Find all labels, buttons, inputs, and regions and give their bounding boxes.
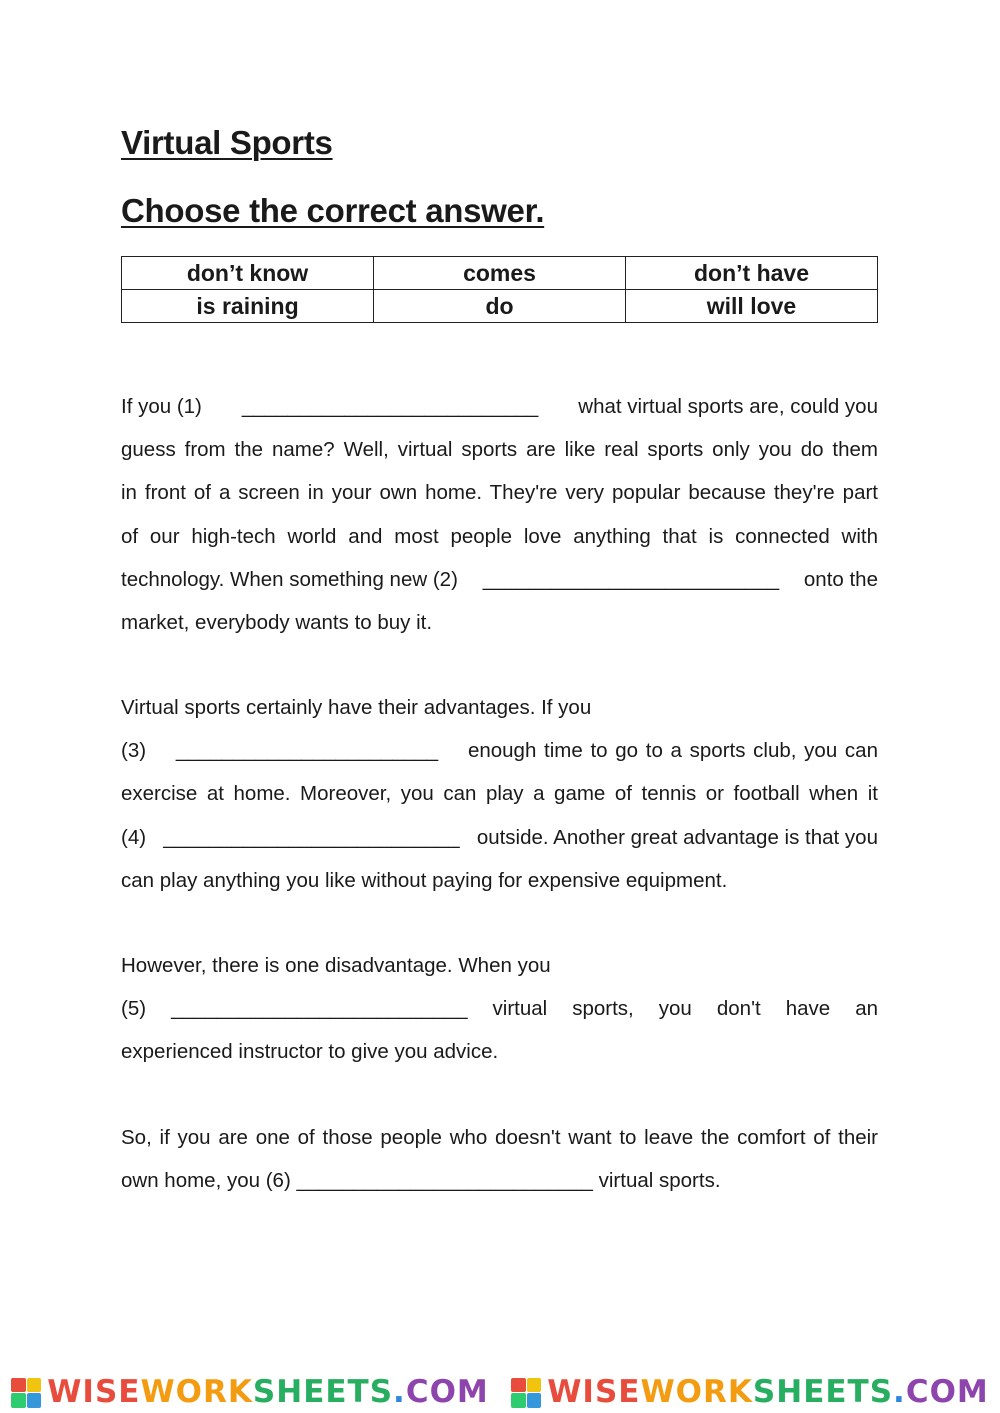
paragraph-line	[121, 816, 878, 859]
word-bank-row	[122, 290, 878, 323]
site-logo	[11, 1374, 489, 1410]
paragraph-line: of our high-tech world and most people love anything that is connected with	[121, 524, 878, 548]
answer-blank-1[interactable]: __________________________	[241, 395, 539, 418]
word-bank-option: will love	[626, 290, 878, 323]
worksheet-title: Virtual Sports	[121, 124, 333, 161]
paragraph-line: Virtual sports certainly have their advantages. If you	[121, 696, 592, 719]
logo-badge-icon	[11, 1378, 41, 1408]
paragraph-text: If you (1)	[121, 395, 202, 418]
paragraph-word: an	[855, 997, 878, 1021]
paragraph-line: exercise at home. Moreover, you can play a game of tennis or football when it	[121, 782, 878, 806]
paragraph-text: technology. When something new (2)	[121, 567, 458, 591]
paragraph-line	[121, 1159, 878, 1202]
paragraph-line	[121, 987, 878, 1030]
answer-blank-5[interactable]: __________________________	[171, 997, 468, 1021]
paragraph-line: However, there is one disadvantage. When you	[121, 954, 551, 977]
paragraph-line: guess from the name? Well, virtual sports are like real sports only you do them	[121, 438, 878, 462]
paragraph-word: (5)	[121, 997, 147, 1021]
instruction-heading: Choose the correct answer.	[121, 192, 545, 229]
paragraph-line	[121, 385, 878, 428]
word-bank-option: don’t know	[122, 257, 374, 290]
word-bank-row	[122, 257, 878, 290]
paragraph-word: you	[658, 997, 692, 1021]
answer-blank-2[interactable]: __________________________	[482, 567, 780, 591]
paragraph-4	[121, 1116, 878, 1202]
word-bank-option: don’t have	[626, 257, 878, 290]
paragraph-word: don't	[716, 997, 761, 1021]
paragraph-3	[121, 944, 878, 1074]
paragraph-text: (3)	[121, 739, 147, 763]
answer-blank-6[interactable]: __________________________	[296, 1169, 593, 1193]
word-bank-table	[121, 256, 878, 323]
paragraph-word: virtual	[492, 997, 548, 1021]
paragraph-word: sports,	[572, 997, 634, 1021]
paragraph-text: virtual sports.	[598, 1169, 721, 1193]
site-logo	[511, 1374, 989, 1410]
paragraph-text: own home, you (6)	[121, 1169, 291, 1193]
paragraph-line	[121, 558, 878, 601]
paragraph-line: experienced instructor to give you advice.	[121, 1040, 499, 1064]
paragraph-word: have	[785, 997, 831, 1021]
logo-text: WISEWORKSHEETS.COM	[547, 1374, 989, 1410]
paragraph-text: enough time to go to a sports club, you can	[467, 739, 878, 763]
paragraph-line: market, everybody wants to buy it.	[121, 610, 433, 634]
paragraph-text: outside. Another great advantage is that you	[476, 825, 878, 849]
paragraph-line	[121, 729, 878, 772]
logo-badge-icon	[511, 1378, 541, 1408]
paragraph-1	[121, 385, 878, 644]
answer-blank-3[interactable]: _______________________	[175, 739, 439, 763]
paragraph-line: So, if you are one of those people who doesn't want to leave the comfort of their	[121, 1126, 878, 1149]
paragraph-line: can play anything you like without paying for expensive equipment.	[121, 868, 728, 892]
paragraph-2	[121, 686, 878, 902]
word-bank-option: comes	[374, 257, 626, 290]
paragraph-line: in front of a screen in your own home. They're very popular because they're part	[121, 481, 878, 505]
paragraph-text: what virtual sports are, could you	[578, 395, 878, 418]
paragraph-text: onto the	[803, 567, 878, 591]
logo-text: WISEWORKSHEETS.COM	[47, 1374, 489, 1410]
paragraph-text: (4)	[121, 825, 147, 849]
footer-watermark	[0, 1372, 1000, 1413]
word-bank-option: is raining	[122, 290, 374, 323]
answer-blank-4[interactable]: __________________________	[163, 825, 460, 849]
word-bank-option: do	[374, 290, 626, 323]
